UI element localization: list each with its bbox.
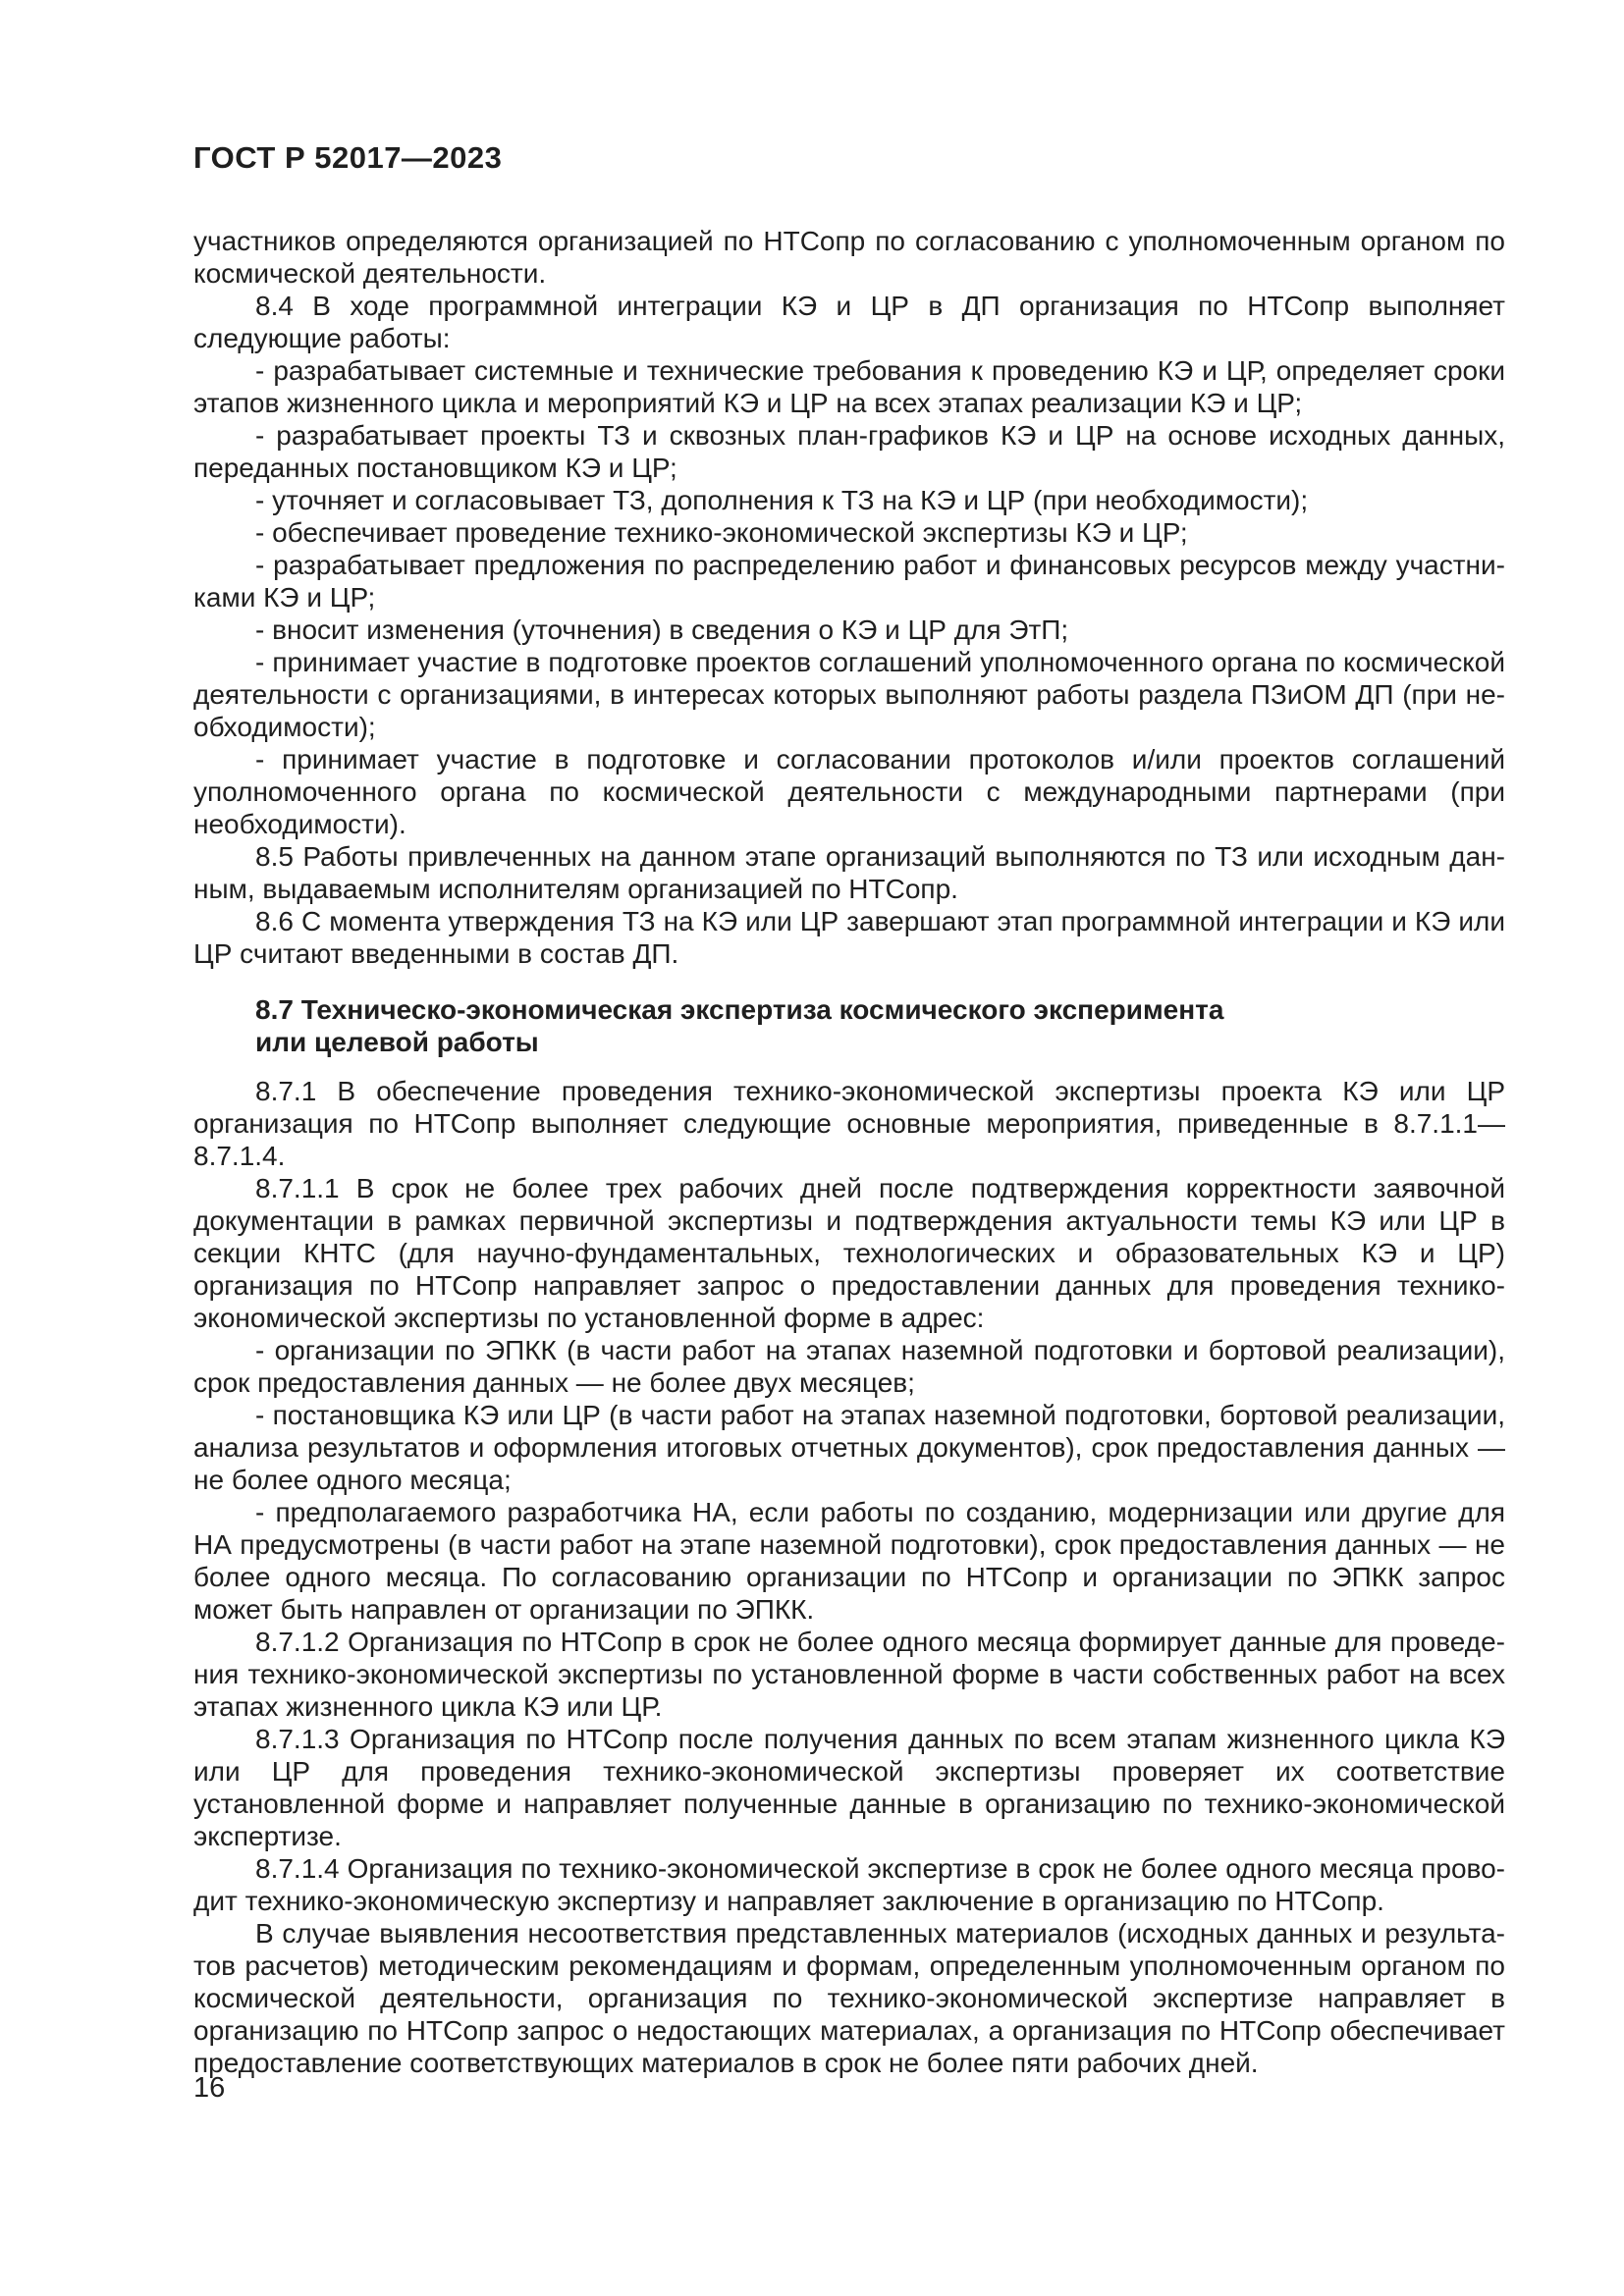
list-item: - разрабатывает проекты ТЗ и сквозных план-графиков КЭ и ЦР на основе исходных данных, переданных постановщиком КЭ и ЦР; <box>193 420 1505 483</box>
paragraph: В случае выявления несоответствия представленных материалов (исходных данных и результатов расчетов) методическим рекомендациям и формам, определенным уполномоченным органом по космической деятельности, организация по технико-экономической экспертизе направляет в организацию по НТСопр запрос о недостающих материалах, а организация по НТСопр обеспечивает предоставление соответствующих материалов в срок не более пяти рабочих дней. <box>193 1918 1505 2078</box>
document-body <box>193 225 1505 2079</box>
list-item: - принимает участие в подготовке и согласовании протоколов и/или проектов соглашений уполномоченного органа по космической деятельности с международными партнерами (при необходимости). <box>193 744 1505 839</box>
paragraph-8-7-1-2: 8.7.1.2 Организация по НТСопр в срок не более одного месяца формирует данные для проведения технико-экономической экспертизы по установленной форме в части собственных работ на всех этапах жизненного цикла КЭ или ЦР. <box>193 1627 1505 1722</box>
paragraph: участников определяются организацией по НТСопр по согласованию с уполномоченным органом по космической деятельности. <box>193 226 1505 289</box>
paragraph-8-7-1-3: 8.7.1.3 Организация по НТСопр после получения данных по всем этапам жизненного цикла КЭ или ЦР для проведения технико-экономической экспертизы проверяет их соответствие установленной форме и направляет полученные данные в организацию по технико-экономической экспертизе. <box>193 1724 1505 1851</box>
list-item: - предполагаемого разработчика НА, если работы по созданию, модернизации или другие для НА предусмотрены (в части работ на этапе наземной подготовки), срок предоставления данных — не более одного месяца. По согласованию организации по НТСопр и организации по ЭПКК запрос может быть направлен от организации по ЭПКК. <box>193 1497 1505 1625</box>
list-item: - разрабатывает системные и технические требования к проведению КЭ и ЦР, определяет сроки этапов жизненного цикла и мероприятий КЭ и ЦР на всех этапах реализации КЭ и ЦР; <box>193 355 1505 418</box>
paragraph-8-6: 8.6 С момента утверждения ТЗ на КЭ или ЦР завершают этап программной интеграции и КЭ или ЦР считают введенными в состав ДП. <box>193 906 1505 969</box>
list-item: - уточняет и согласовывает ТЗ, дополнения к ТЗ на КЭ и ЦР (при необходимости); <box>255 485 1309 515</box>
paragraph-8-5: 8.5 Работы привлеченных на данном этапе организаций выполняются по ТЗ или исходным данным, выдаваемым исполнителям организацией по НТСопр. <box>193 841 1505 904</box>
paragraph-8-4: 8.4 В ходе программной интеграции КЭ и ЦР в ДП организация по НТСопр выполняет следующие работы: <box>193 291 1505 353</box>
section-heading-8-7 <box>193 993 1505 1058</box>
list-item: - организации по ЭПКК (в части работ на этапах наземной подготовки и бортовой реализации), срок предоставления данных — не более двух месяцев; <box>193 1335 1505 1398</box>
paragraph-8-7-1-4: 8.7.1.4 Организация по технико-экономической экспертизе в срок не более одного месяца проводит технико-экономическую экспертизу и направляет заключение в организацию по НТСопр. <box>193 1853 1505 1916</box>
list-item: - разрабатывает предложения по распределению работ и финансовых ресурсов между участниками КЭ и ЦР; <box>193 550 1505 613</box>
section-heading-line-1: 8.7 Техническо-экономическая экспертиза космического эксперимента <box>255 994 1224 1025</box>
list-item: - постановщика КЭ или ЦР (в части работ на этапах наземной подготовки, бортовой реализации, анализа результатов и оформления итоговых отчетных документов), срок предоставления данных — не более одного месяца; <box>193 1400 1505 1495</box>
list-item: - вносит изменения (уточнения) в сведения о КЭ и ЦР для ЭтП; <box>255 614 1069 645</box>
list-item: - обеспечивает проведение технико-экономической экспертизы КЭ и ЦР; <box>255 517 1188 548</box>
paragraph-8-7-1: 8.7.1 В обеспечение проведения технико-экономической экспертизы проекта КЭ или ЦР организация по НТСопр выполняет следующие основные мероприятия, приведенные в 8.7.1.1—8.7.1.4. <box>193 1076 1505 1171</box>
document-code-header: ГОСТ Р 52017—2023 <box>193 140 503 175</box>
page-number: 16 <box>193 2072 226 2104</box>
paragraph-8-7-1-1: 8.7.1.1 В срок не более трех рабочих дней после подтверждения корректности заявочной документации в рамках первичной экспертизы и подтверждения актуальности темы КЭ или ЦР в секции КНТС (для научно-фундаментальных, технологических и образовательных КЭ и ЦР) организация по НТСопр направляет запрос о предоставлении данных для проведения технико-экономической экспертизы по установленной форме в адрес: <box>193 1173 1505 1333</box>
list-item: - принимает участие в подготовке проектов соглашений уполномоченного органа по космической деятельности с организациями, в интересах которых выполняют работы раздела ПЗиОМ ДП (при необходимости); <box>193 647 1505 742</box>
section-heading-line-2: или целевой работы <box>255 1027 539 1057</box>
